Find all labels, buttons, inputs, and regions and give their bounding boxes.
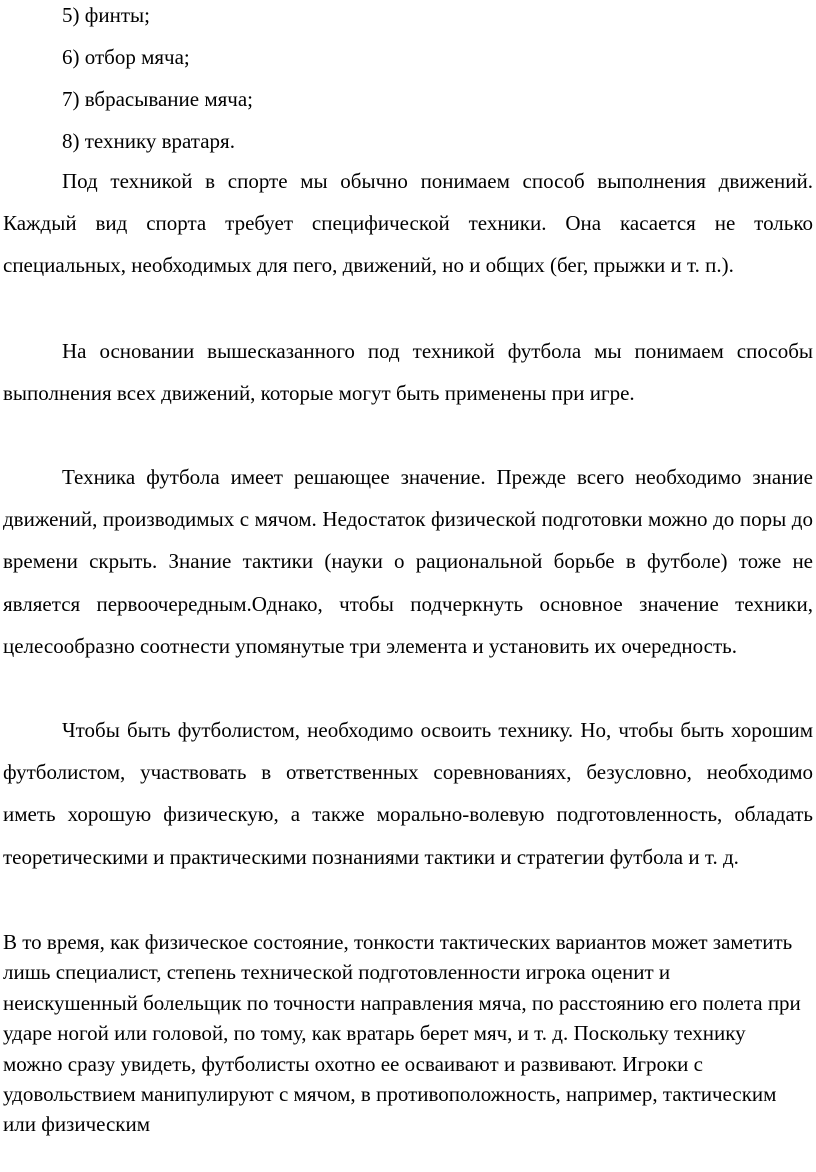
list-item: 8) технику вратаря. xyxy=(62,129,235,153)
paragraph: Техника футбола имеет решающее значение. Прежде всего необходимо знание движений, производимых с мячом. Недостаток физической подготовки можно до поры до времени скрыть. Знание тактики (науки о рациональной борьбе в футболе) тоже не является первоочередным.Однако, чтобы подчеркнуть основное значение техники, целесообразно соотнести упомянутые три элемента и установить их очередность. xyxy=(3,465,813,658)
list-item: 5) финты; xyxy=(62,3,150,27)
paragraph: Чтобы быть футболистом, необходимо освоить технику. Но, чтобы быть хорошим футболистом, участвовать в ответственных соревнованиях, безусловно, необходимо иметь хорошую физическую, а также морально-волевую подготовленность, обладать теоретическими и практическими познаниями тактики и стратегии футбола и т. д. xyxy=(3,718,813,869)
paragraph: В то время, как физическое состояние, тонкости тактических вариантов может заметить лишь специалист, степень технической подготовленности игрока оценит и неискушенный болельщик по точности направления мяча, по расстоянию его полета при ударе ногой или головой, по тому, как вратарь берет мяч, и т. д. Поскольку технику можно сразу увидеть, футболисты охотно ее осваивают и развивают. Игроки с удовольствием манипулируют с мячом, в противоположность, например, тактическим или физическим xyxy=(3,930,801,1137)
paragraph: На основании вышесказанного под техникой футбола мы понимаем способы выполнения всех движений, которые могут быть применены при игре. xyxy=(3,339,813,406)
list-item: 6) отбор мяча; xyxy=(62,45,190,69)
paragraph: Под техникой в спорте мы обычно понимаем способ выполнения движений. Каждый вид спорта требует специфической техники. Она касается не только специальных, необходимых для пего, движений, но и общих (бег, прыжки и т. п.). xyxy=(3,169,813,278)
list-item: 7) вбрасывание мяча; xyxy=(62,87,253,111)
